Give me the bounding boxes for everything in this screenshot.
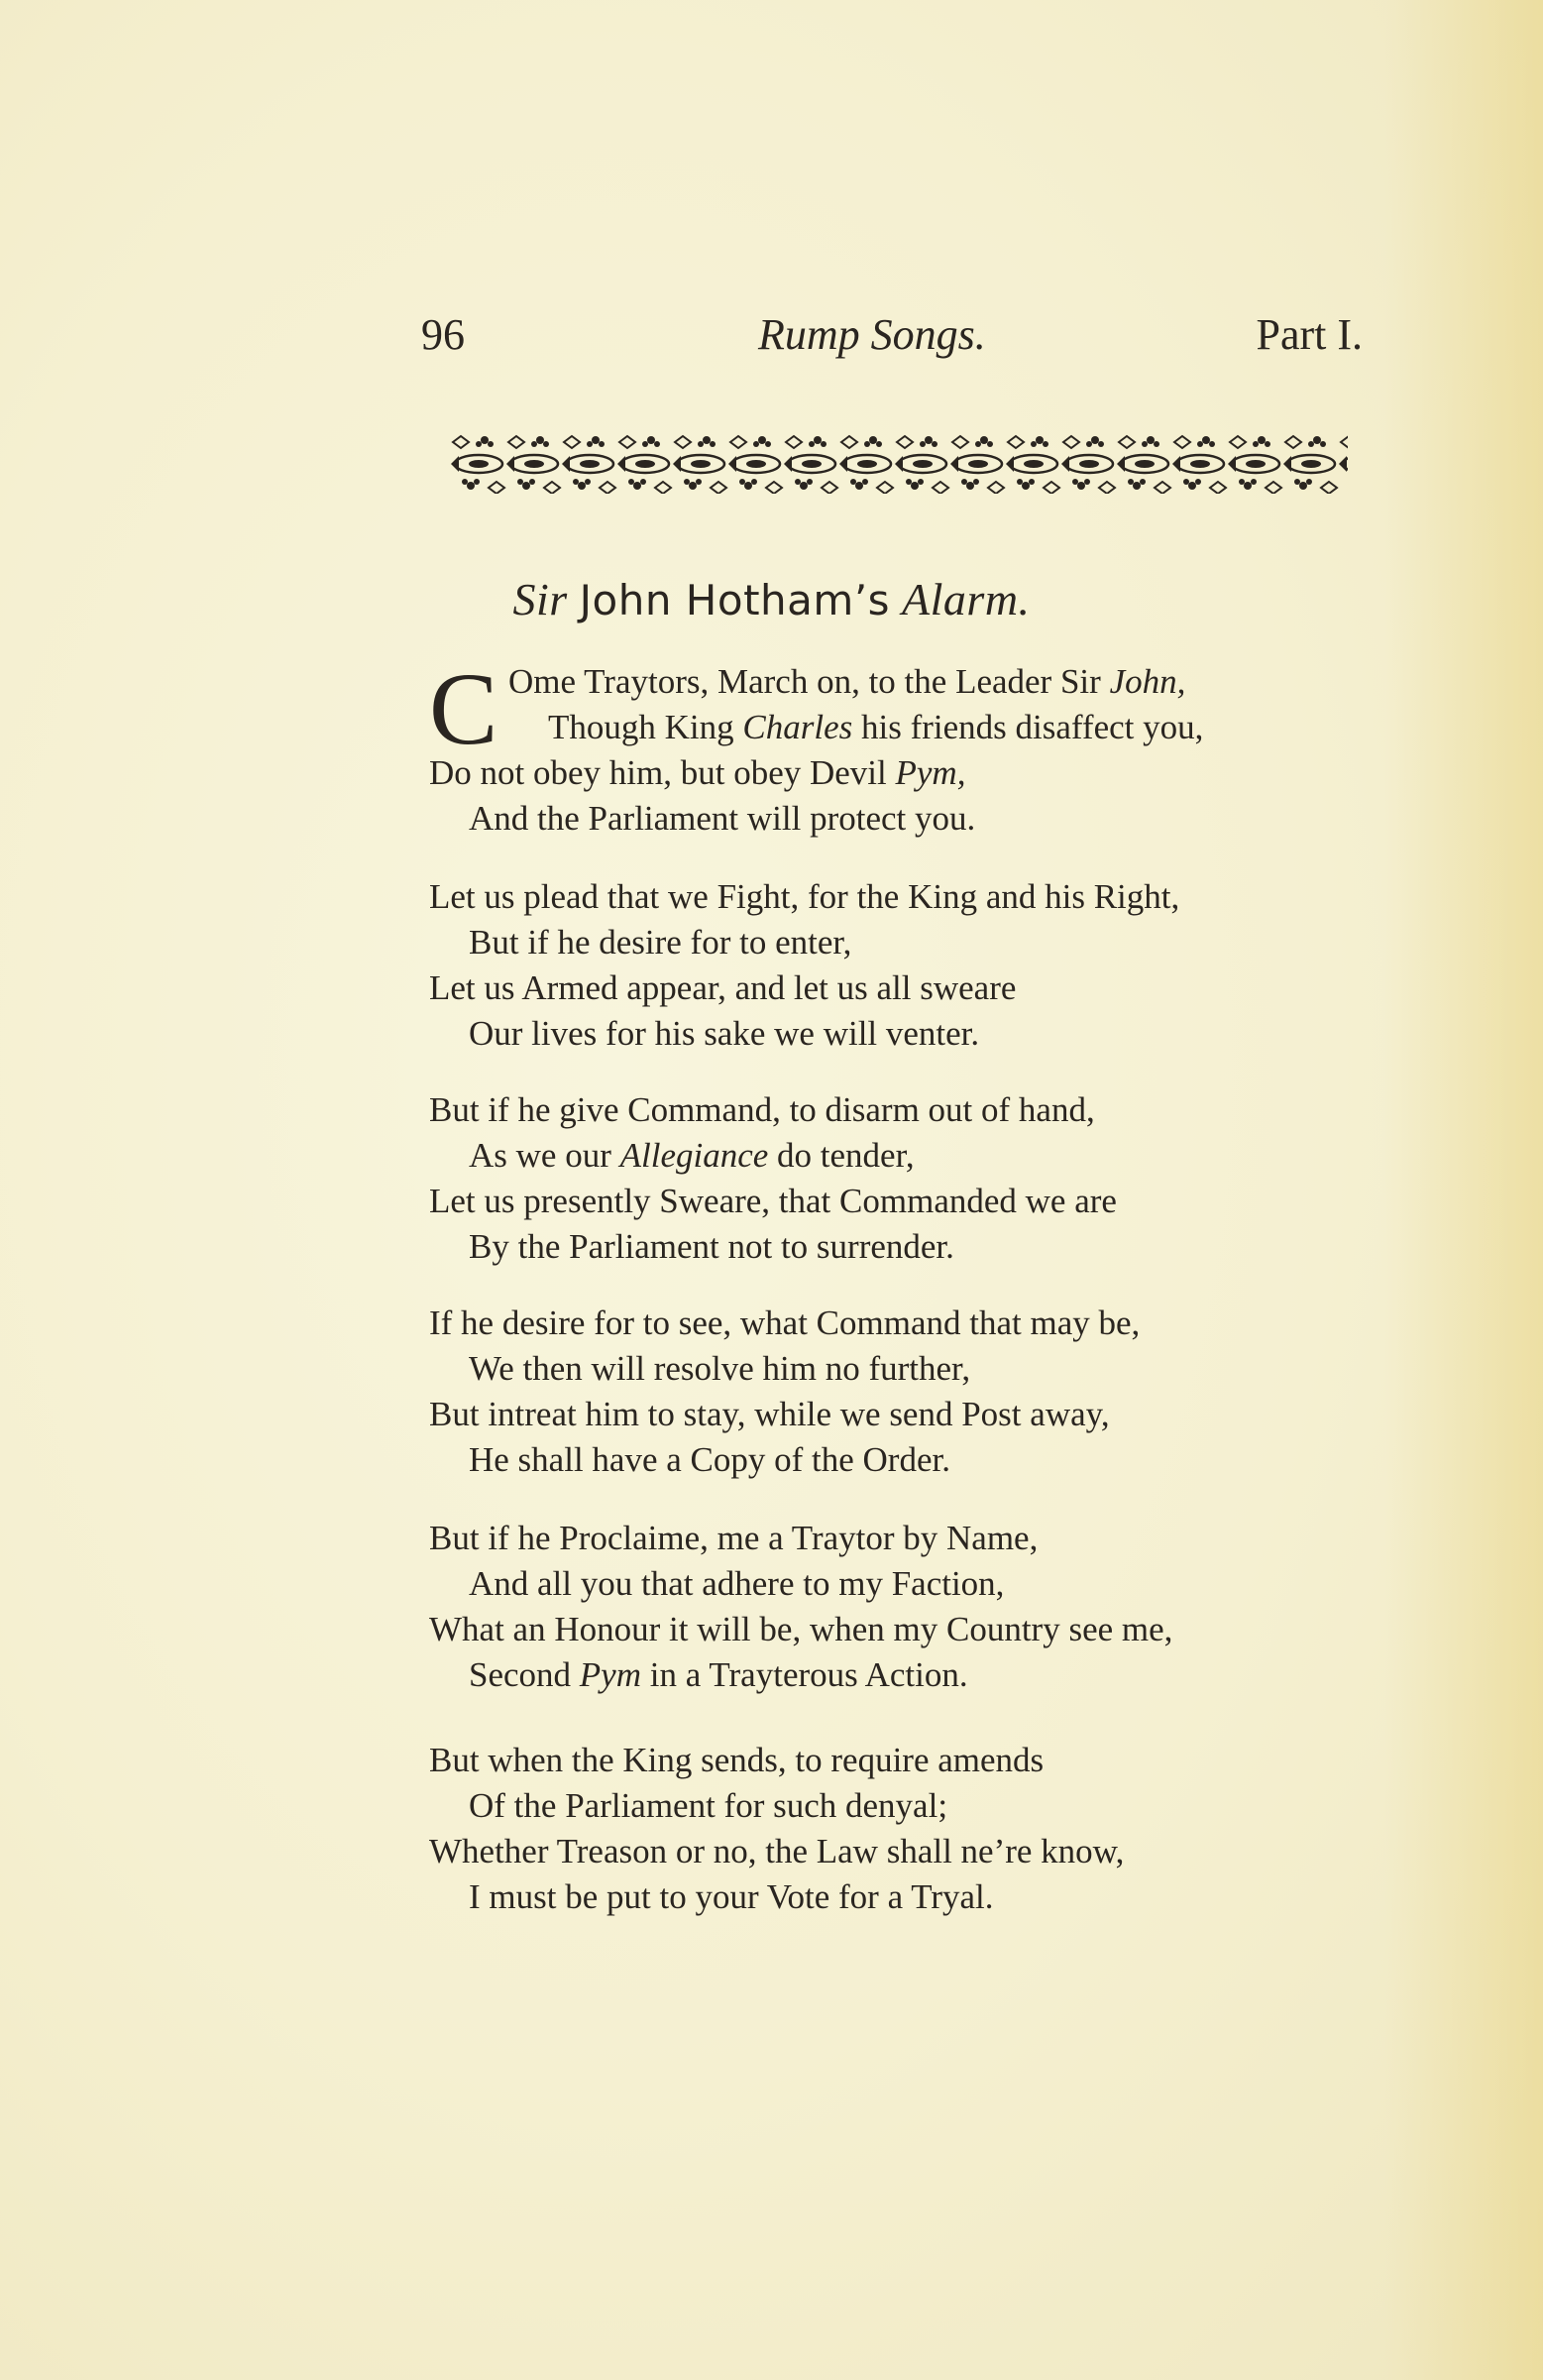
stanza-line: Whether Treason or no, the Law shall ne’re know, [429, 1832, 1125, 1870]
stanza-line: And all you that adhere to my Faction, [469, 1564, 1005, 1603]
stanza-line: As we our Allegiance do tender, [469, 1136, 915, 1175]
stanza-line: If he desire for to see, what Command that may be, [429, 1303, 1141, 1342]
title-prefix: Sir [512, 574, 568, 624]
stanza-line: But intreat him to stay, while we send Post away, [429, 1395, 1110, 1433]
stanza-line: But when the King sends, to require amends [429, 1741, 1045, 1779]
page-edge-shading [1384, 0, 1543, 2380]
stanza-line: Our lives for his sake we will venter. [469, 1014, 980, 1053]
running-header [421, 309, 1363, 369]
title-main: John Hotham’s [579, 576, 891, 624]
stanza-line: Do not obey him, but obey Devil Pym, [429, 753, 966, 792]
stanza-line: And the Parliament will protect you. [469, 799, 976, 838]
decorative-ornament-band [451, 434, 1348, 494]
part-label: Part I. [1256, 310, 1363, 359]
stanza-line: Second Pym in a Trayterous Action. [469, 1655, 968, 1694]
stanza-line: Though King Charles his friends disaffect you, [548, 708, 1204, 746]
stanza-line: By the Parliament not to surrender. [469, 1227, 954, 1266]
running-title: Rump Songs. [758, 310, 986, 359]
stanza-line: Let us Armed appear, and let us all sweare [429, 968, 1017, 1007]
stanza-line: What an Honour it will be, when my Country see me, [429, 1610, 1173, 1648]
stanza-line: I must be put to your Vote for a Tryal. [469, 1877, 994, 1916]
stanza-line: He shall have a Copy of the Order. [469, 1440, 950, 1479]
stanza-line: Let us presently Sweare, that Commanded we are [429, 1182, 1117, 1220]
stanza-line: Ome Traytors, March on, to the Leader Sir John, [508, 662, 1186, 701]
poem-title [0, 573, 1543, 625]
drop-cap: C [429, 652, 498, 766]
stanza-line: But if he give Command, to disarm out of hand, [429, 1090, 1095, 1129]
stanza-line: Let us plead that we Fight, for the King and his Right, [429, 877, 1180, 916]
page-number: 96 [421, 310, 465, 359]
stanza-line: But if he Proclaime, me a Traytor by Name, [429, 1519, 1039, 1557]
stanza-line: Of the Parliament for such denyal; [469, 1786, 948, 1825]
title-suffix: Alarm. [902, 574, 1031, 624]
stanza-line: But if he desire for to enter, [469, 923, 852, 962]
stanza-line: We then will resolve him no further, [469, 1349, 971, 1388]
